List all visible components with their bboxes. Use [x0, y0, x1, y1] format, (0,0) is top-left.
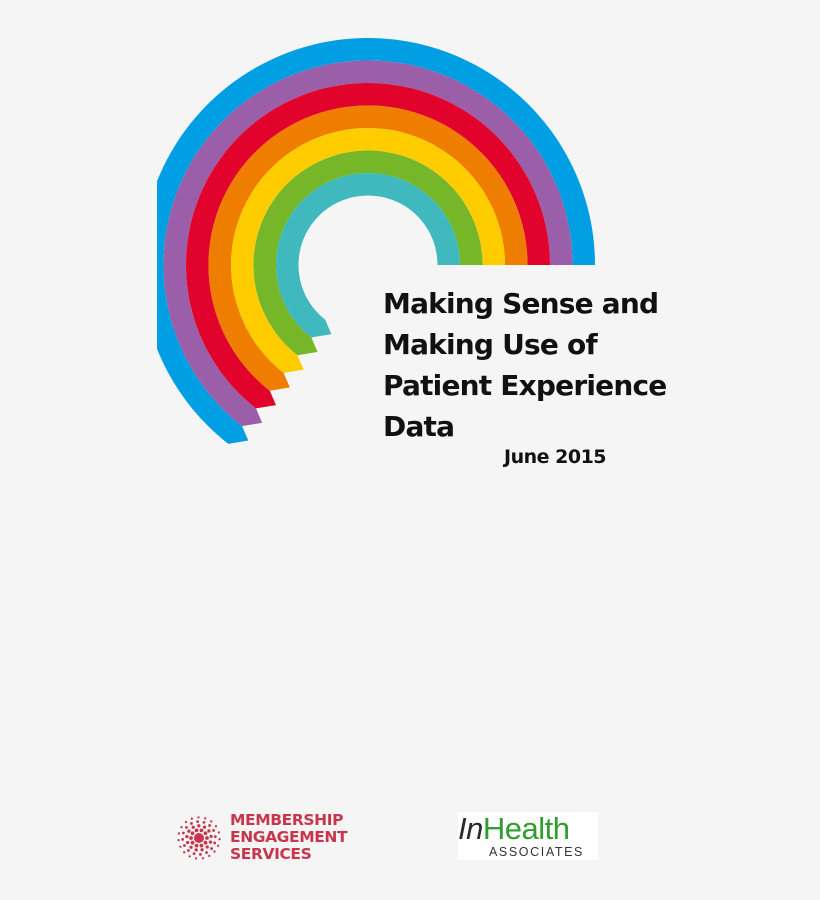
- logo-line-membership: MEMBERSHIP: [230, 811, 344, 829]
- logo-line-services: SERVICES: [230, 845, 312, 863]
- document-title: [383, 283, 783, 447]
- membership-engagement-services-logo: [176, 812, 347, 863]
- inhealth-associates-logo: [458, 812, 598, 860]
- sunburst-icon: [176, 815, 222, 861]
- membership-logo-text: [230, 812, 347, 863]
- publication-date: June 2015: [504, 446, 607, 468]
- inhealth-health: Health: [482, 811, 570, 846]
- inhealth-in: In: [458, 811, 483, 846]
- inhealth-associates-label: ASSOCIATES: [489, 845, 584, 859]
- logo-line-engagement: ENGAGEMENT: [230, 828, 348, 846]
- inhealth-wordmark: [458, 812, 569, 846]
- title-line-2: Making Use of: [383, 328, 597, 361]
- title-line-3: Patient Experience: [383, 369, 667, 402]
- title-line-1: Making Sense and: [383, 287, 659, 320]
- title-line-4: Data: [383, 410, 455, 443]
